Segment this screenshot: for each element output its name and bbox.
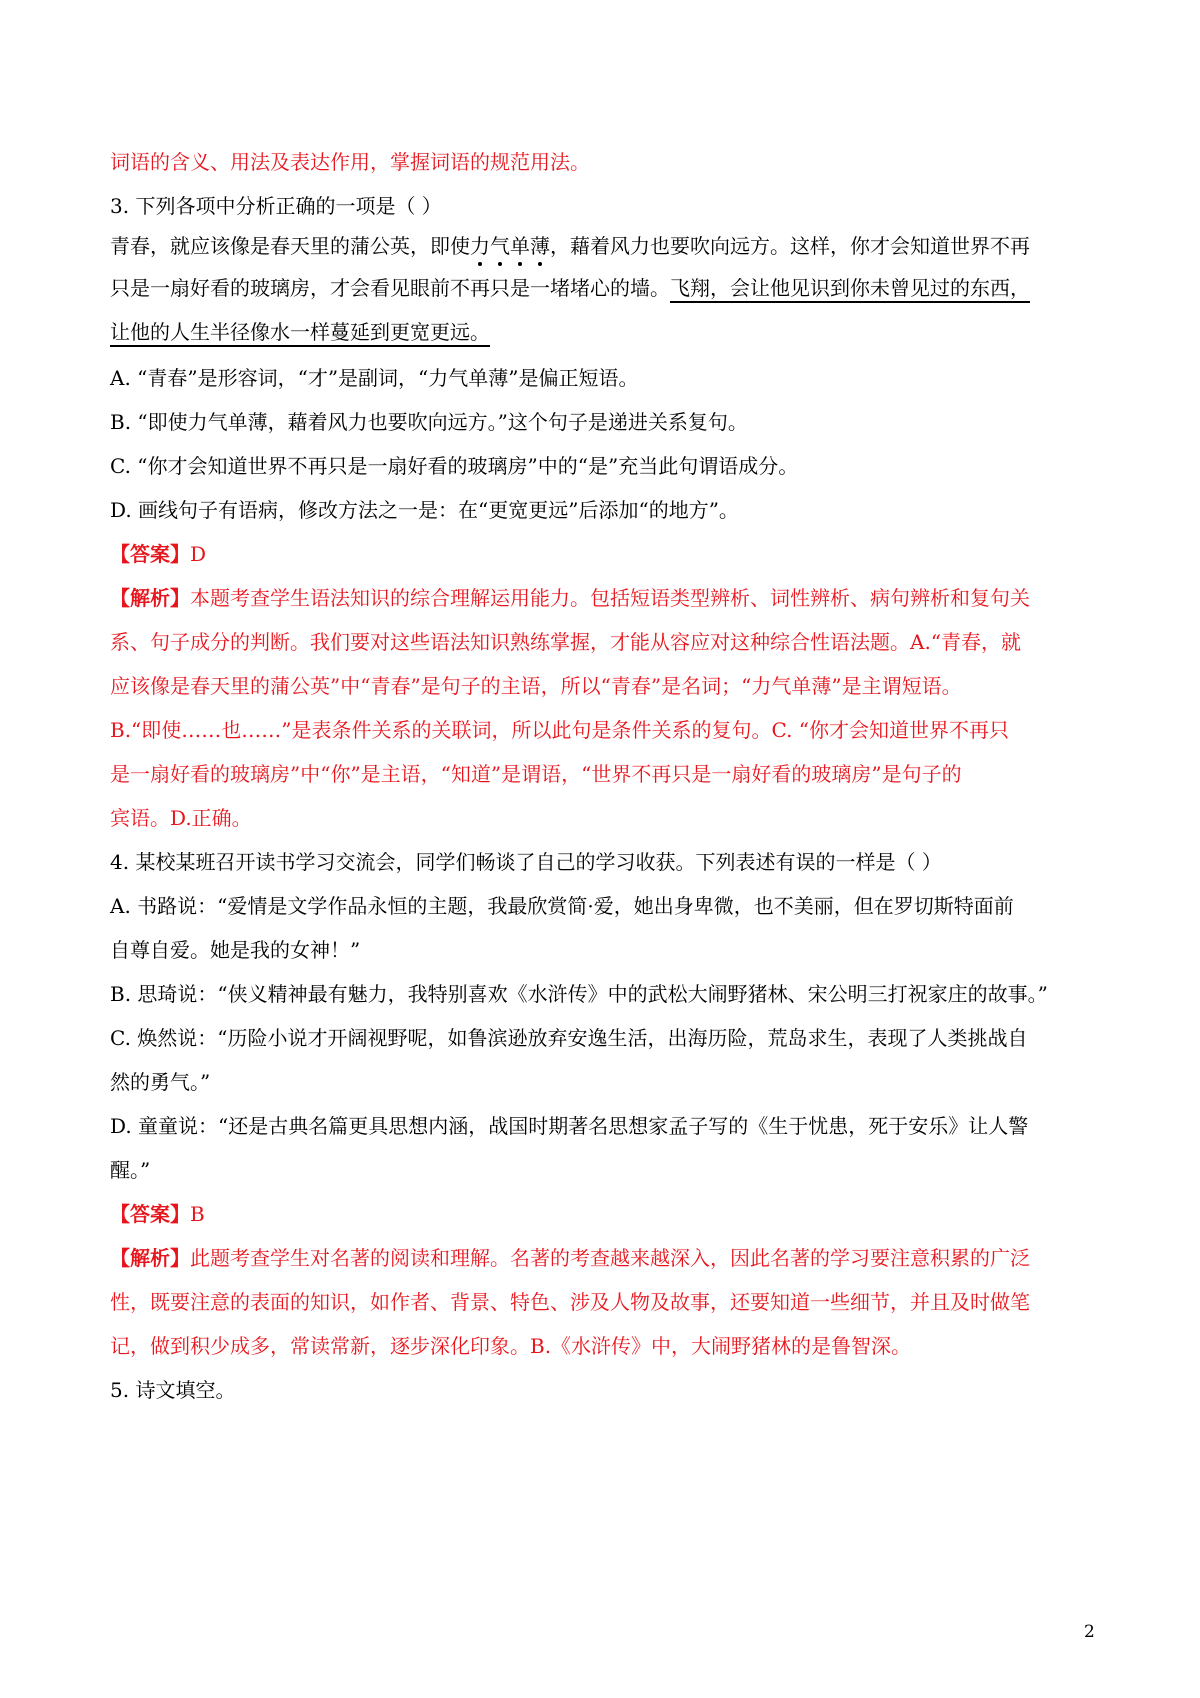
q4-analysis-line-2: 性，既要注意的表面的知识，如作者、背景、特色、涉及人物及故事，还要知道一些细节，并且及时做笔 — [110, 1290, 1030, 1314]
q5-stem: 5. 诗文填空。 — [110, 1378, 236, 1402]
q3-analysis-line-2: 系、句子成分的判断。我们要对这些语法知识熟练掌握，才能从容应对这种综合性语法题。A.“青春，就 — [110, 630, 1022, 654]
analysis-label: 【解析】 — [110, 1246, 190, 1270]
dotted-char: 力 — [470, 234, 490, 258]
q4-option-a-line-2: 自尊自爱。她是我的女神！” — [110, 938, 361, 962]
answer-value: D — [190, 542, 207, 566]
analysis-text: 本题考查学生语法知识的综合理解运用能力。包括短语类型辨析、词性辨析、病句辨析和复句关 — [190, 586, 1030, 610]
q4-option-d-line-2: 醒。” — [110, 1158, 151, 1182]
dotted-char: 气 — [490, 234, 510, 258]
q4-option-c-line-1: C. 焕然说：“历险小说才开阔视野呢，如鲁滨逊放弃安逸生活，出海历险，荒岛求生，表现了人类挑战自 — [110, 1026, 1028, 1050]
q3-option-a: A. “青春”是形容词，“才”是副词，“力气单薄”是偏正短语。 — [110, 366, 639, 390]
q4-stem: 4. 某校某班召开读书学习交流会，同学们畅谈了自己的学习收获。下列表述有误的一样是（ ） — [110, 850, 942, 874]
top-note: 词语的含义、用法及表达作用，掌握词语的规范用法。 — [110, 150, 590, 174]
q3-answer — [110, 540, 206, 568]
page-number: 2 — [1084, 1622, 1095, 1642]
q3-analysis-line-6: 宾语。D.正确。 — [110, 806, 252, 830]
answer-value: B — [190, 1202, 205, 1226]
q3-passage-line-1 — [110, 232, 1030, 260]
q4-option-a-line-1: A. 书路说：“爱情是文学作品永恒的主题，我最欣赏简·爱，她出身卑微，也不美丽，但在罗切斯特面前 — [110, 894, 1014, 918]
q4-answer — [110, 1200, 205, 1228]
analysis-label: 【解析】 — [110, 586, 190, 610]
underlined-sentence: 飞翔，会让他见识到你未曾见过的东西， — [670, 276, 1030, 300]
q3-analysis-line-5: 是一扇好看的玻璃房”中“你”是主语，“知道”是谓语，“世界不再只是一扇好看的玻璃房”是句子的 — [110, 762, 962, 786]
dotted-char: 单 — [510, 234, 530, 258]
analysis-text: 此题考查学生对名著的阅读和理解。名著的考查越来越深入，因此名著的学习要注意积累的广泛 — [190, 1246, 1030, 1270]
q4-option-c-line-2: 然的勇气。” — [110, 1070, 211, 1094]
q3-analysis-line-3: 应该像是春天里的蒲公英”中“青春”是句子的主语，所以“青春”是名词；“力气单薄”是主谓短语。 — [110, 674, 962, 698]
dotted-char: 薄 — [530, 234, 550, 258]
q3-option-b: B. “即使力气单薄，藉着风力也要吹向远方。”这个句子是递进关系复句。 — [110, 410, 748, 434]
q3-stem: 3. 下列各项中分析正确的一项是（ ） — [110, 194, 442, 218]
passage-text: ，藉着风力也要吹向远方。这样，你才会知道世界不再 — [550, 234, 1030, 258]
answer-label: 【答案】 — [110, 1202, 190, 1226]
q3-analysis-line-4: B.“即使……也……”是表条件关系的关联词，所以此句是条件关系的复句。C. “你才会知道世界不再只 — [110, 718, 1010, 742]
underlined-sentence: 让他的人生半径像水一样蔓延到更宽更远。 — [110, 320, 490, 344]
passage-text: 只是一扇好看的玻璃房，才会看见眼前不再只是一堵堵心的墙。 — [110, 276, 670, 300]
q3-passage-line-2 — [110, 274, 1030, 302]
q3-analysis-line-1 — [110, 584, 1030, 612]
q4-analysis-line-1 — [110, 1244, 1030, 1272]
passage-text: 青春，就应该像是春天里的蒲公英，即使 — [110, 234, 470, 258]
q3-option-c: C. “你才会知道世界不再只是一扇好看的玻璃房”中的“是”充当此句谓语成分。 — [110, 454, 799, 478]
q4-option-d-line-1: D. 童童说：“还是古典名篇更具思想内涵，战国时期著名思想家孟子写的《生于忧患，死于安乐》让人警 — [110, 1114, 1029, 1138]
q3-passage-line-3 — [110, 318, 490, 346]
q3-option-d: D. 画线句子有语病，修改方法之一是：在“更宽更远”后添加“的地方”。 — [110, 498, 739, 522]
q4-analysis-line-3: 记，做到积少成多，常读常新，逐步深化印象。B.《水浒传》中，大闹野猪林的是鲁智深。 — [110, 1334, 912, 1358]
q4-option-b: B. 思琦说：“侠义精神最有魅力，我特别喜欢《水浒传》中的武松大闹野猪林、宋公明三打祝家庄的故事。” — [110, 982, 1048, 1006]
answer-label: 【答案】 — [110, 542, 190, 566]
